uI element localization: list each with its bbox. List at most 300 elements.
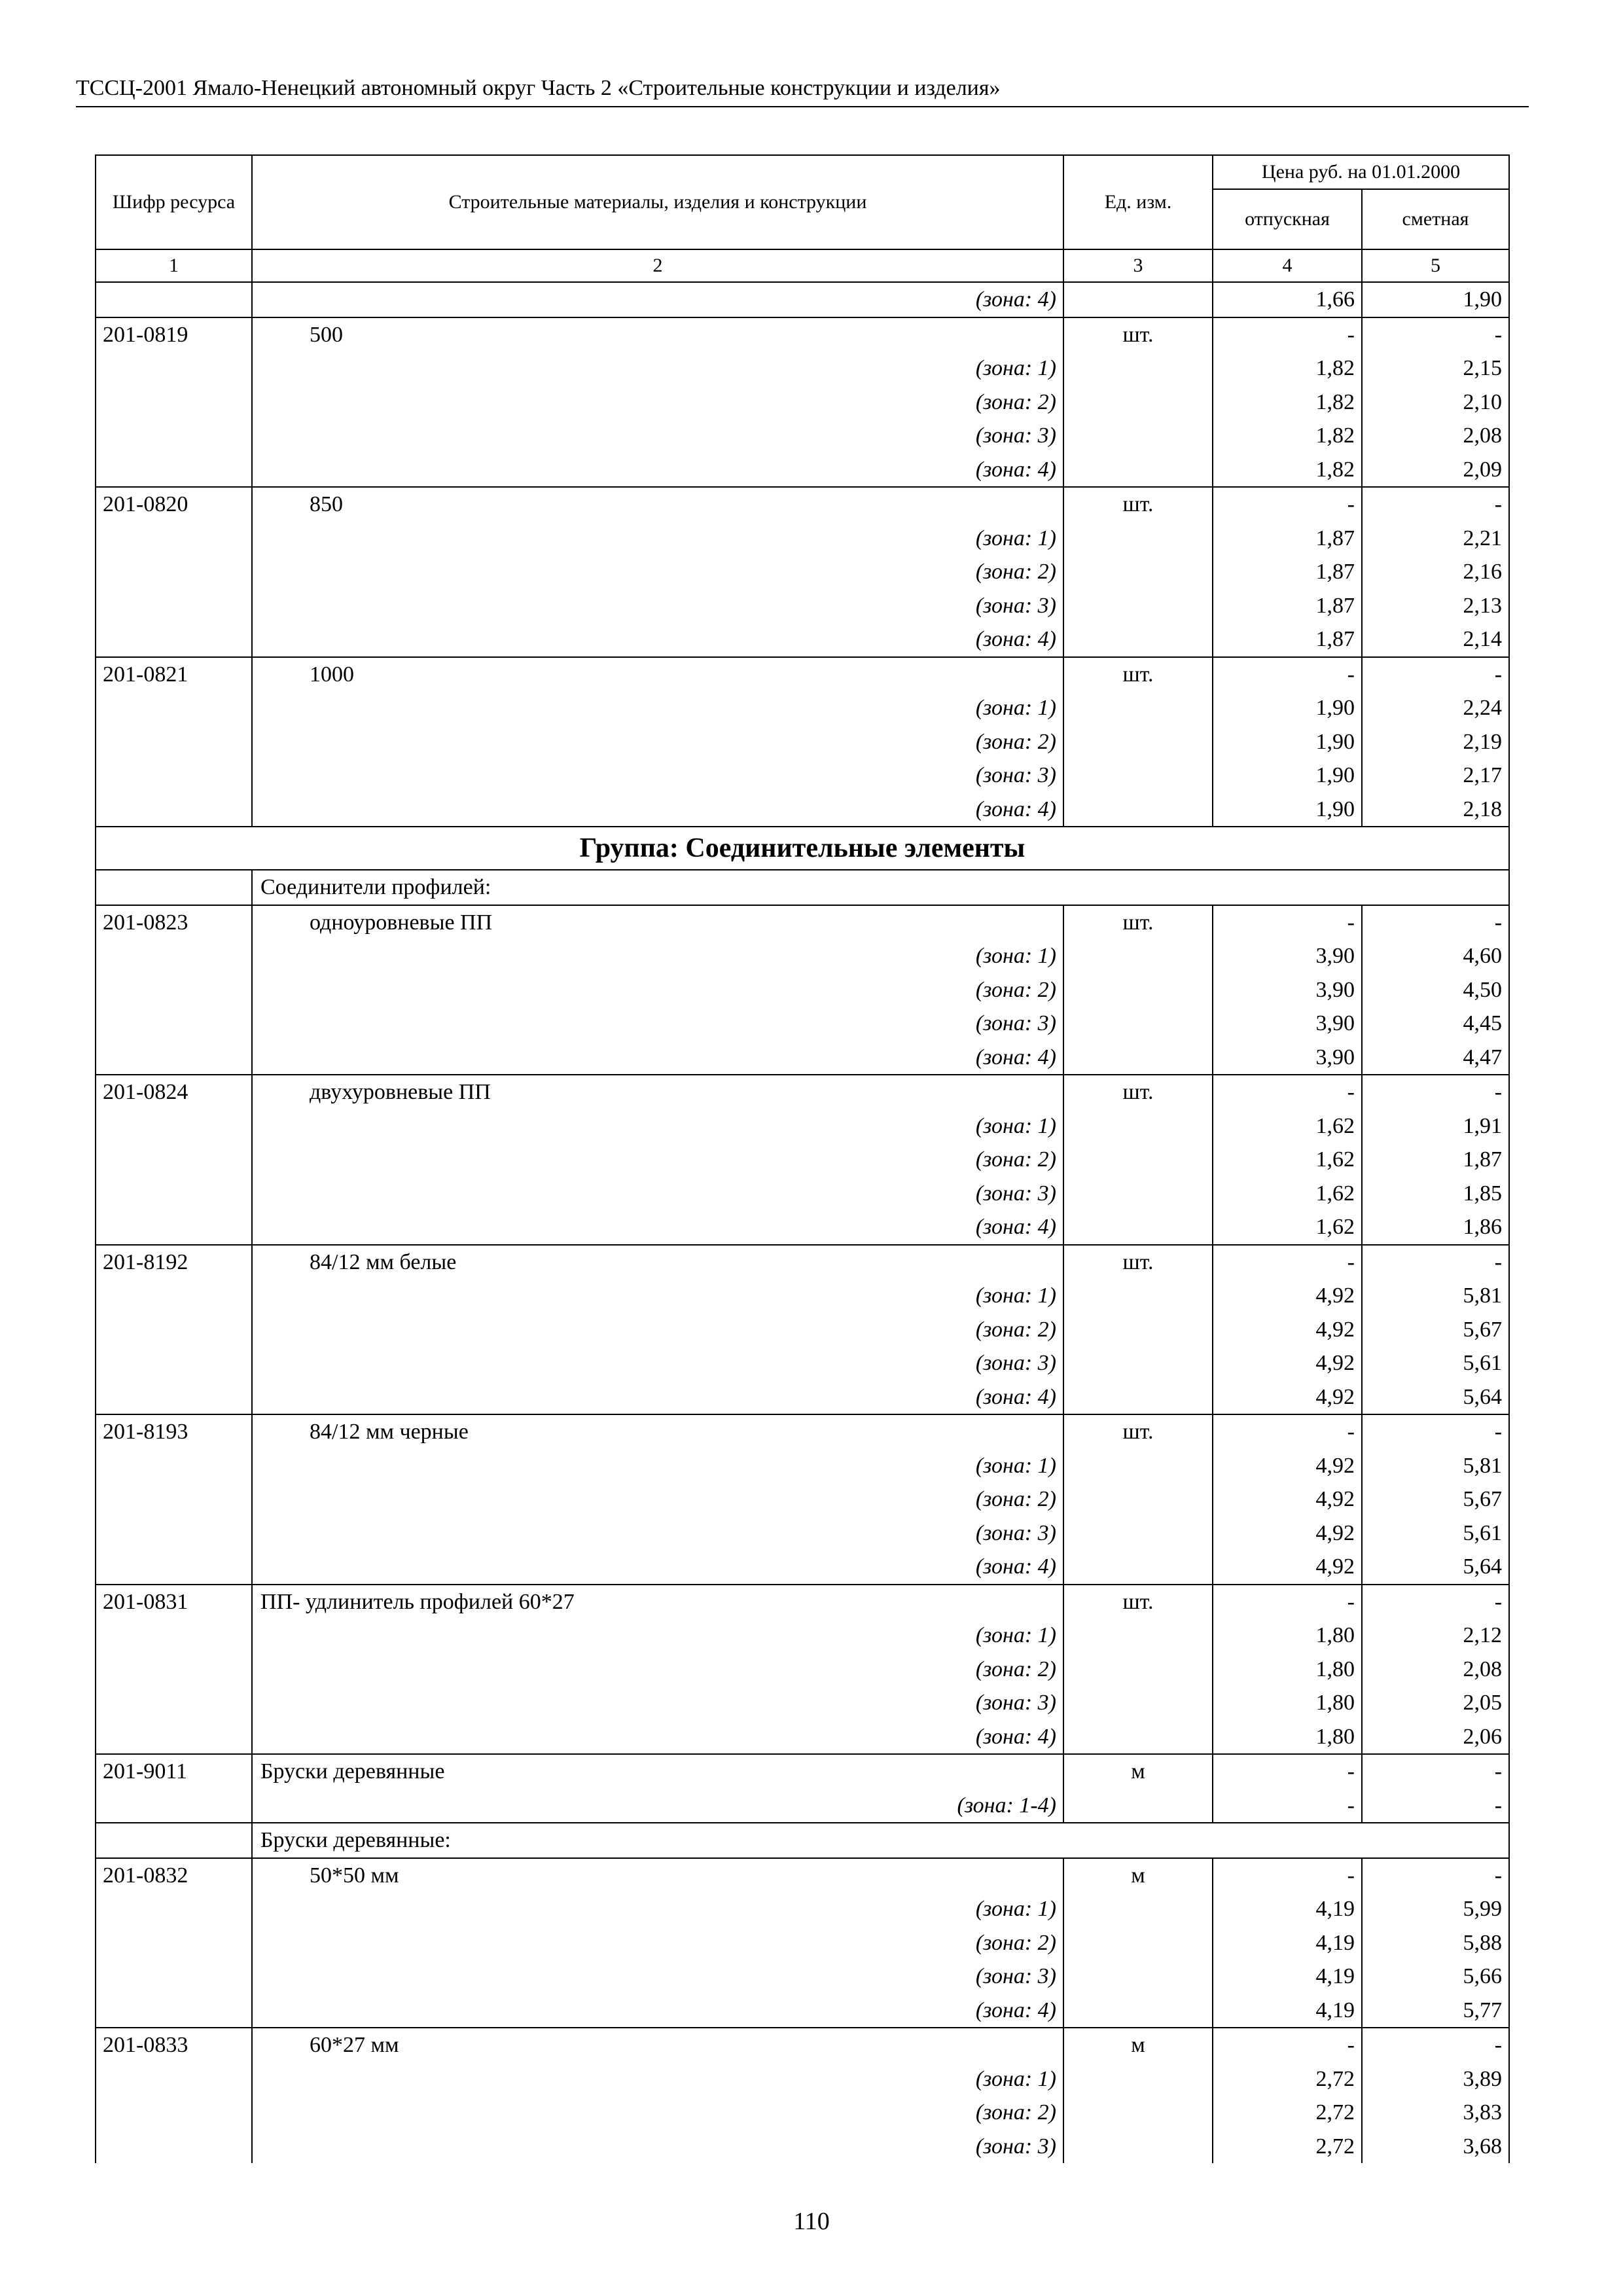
zone-label: (зона: 3) [252,1960,1063,1994]
price-estimate: 3,68 [1362,2130,1509,2164]
resource-code [96,759,252,793]
unit-of-measure: шт. [1063,1245,1213,1280]
price-release: 4,19 [1213,1960,1362,1994]
resource-code [96,622,252,657]
unit-of-measure: м [1063,1858,1213,1893]
zone-label: (зона: 2) [252,973,1063,1007]
unit-of-measure [1063,1482,1213,1516]
zone-label: (зона: 2) [252,2096,1063,2130]
resource-code [96,386,252,420]
price-release: 1,80 [1213,1686,1362,1720]
material-name: одноуровневые ПП [252,905,1063,940]
material-name: 84/12 мм белые [252,1245,1063,1280]
price-release: 2,72 [1213,2130,1362,2164]
table-row [96,939,1509,973]
material-name: Бруски деревянные [252,1754,1063,1789]
table-row [96,1960,1509,1994]
table-row [96,1449,1509,1483]
unit-of-measure [1063,1960,1213,1994]
resource-code-cell [96,1823,252,1858]
resource-code [96,1720,252,1755]
unit-of-measure [1063,2096,1213,2130]
price-estimate: 1,91 [1362,1109,1509,1143]
table-row [96,691,1509,725]
price-estimate: 2,21 [1362,522,1509,556]
price-estimate: - [1362,1075,1509,1109]
table-row [96,725,1509,759]
unit-of-measure [1063,1994,1213,2028]
table-row [96,1279,1509,1313]
subheading: Соединители профилей: [252,870,1509,905]
price-release: - [1213,1245,1362,1280]
unit-of-measure [1063,2130,1213,2164]
unit-of-measure [1063,1380,1213,1415]
price-estimate: 5,88 [1362,1926,1509,1960]
zone-label: (зона: 1) [252,1892,1063,1926]
unit-of-measure [1063,622,1213,657]
column-number: 5 [1362,249,1509,282]
unit-of-measure [1063,1653,1213,1687]
price-estimate: 2,05 [1362,1686,1509,1720]
unit-of-measure: шт. [1063,1414,1213,1449]
price-release: - [1213,657,1362,692]
price-estimate: 5,64 [1362,1550,1509,1585]
unit-of-measure [1063,589,1213,623]
price-release: 4,19 [1213,1994,1362,2028]
resource-code [96,1789,252,1823]
zone-label: (зона: 3) [252,1516,1063,1551]
table-row [96,1619,1509,1653]
resource-code: 201-0821 [96,657,252,692]
price-release: - [1213,317,1362,352]
table-row [96,1585,1509,1619]
unit-of-measure [1063,1720,1213,1755]
unit-of-measure: м [1063,1754,1213,1789]
price-estimate: 2,19 [1362,725,1509,759]
column-number: 3 [1063,249,1213,282]
price-estimate: 4,47 [1362,1041,1509,1075]
zone-label: (зона: 1) [252,351,1063,386]
price-estimate: - [1362,1245,1509,1280]
price-estimate: 2,18 [1362,793,1509,827]
header-code: Шифр ресурса [96,155,252,249]
price-release: 3,90 [1213,1007,1362,1041]
header-price: Цена руб. на 01.01.2000 [1213,155,1509,189]
table-row [96,1994,1509,2028]
zone-label: (зона: 1-4) [252,1789,1063,1823]
unit-of-measure [1063,939,1213,973]
unit-of-measure [1063,1449,1213,1483]
price-estimate: 3,89 [1362,2062,1509,2096]
table-row [96,1210,1509,1245]
resource-code [96,2096,252,2130]
table-row [96,282,1509,317]
unit-of-measure [1063,1313,1213,1347]
price-release: 4,92 [1213,1449,1362,1483]
resource-code [96,1041,252,1075]
price-release: 1,80 [1213,1653,1362,1687]
table-row [96,973,1509,1007]
table-row [96,1858,1509,1893]
zone-label: (зона: 3) [252,759,1063,793]
header-price-estimate: сметная [1362,189,1509,249]
table-row [96,2096,1509,2130]
unit-of-measure: шт. [1063,905,1213,940]
resource-code [96,1994,252,2028]
zone-label: (зона: 3) [252,1177,1063,1211]
resource-code: 201-9011 [96,1754,252,1789]
price-release: 4,92 [1213,1516,1362,1551]
zone-label: (зона: 2) [252,725,1063,759]
price-release: - [1213,1585,1362,1619]
resource-code: 201-0823 [96,905,252,940]
price-estimate: 2,09 [1362,453,1509,488]
price-estimate: 2,13 [1362,589,1509,623]
page-number: 110 [793,2208,830,2235]
resource-code [96,1380,252,1415]
resource-code: 201-0833 [96,2028,252,2062]
zone-label: (зона: 4) [252,1380,1063,1415]
resource-code [96,1109,252,1143]
price-release: 1,80 [1213,1720,1362,1755]
zone-label: (зона: 2) [252,555,1063,589]
price-estimate: 2,15 [1362,351,1509,386]
unit-of-measure [1063,1210,1213,1245]
price-release: 1,62 [1213,1177,1362,1211]
table-row [96,905,1509,940]
zone-label: (зона: 1) [252,1109,1063,1143]
resource-code [96,1449,252,1483]
table-row [96,1075,1509,1109]
resource-code [96,589,252,623]
price-estimate: 5,61 [1362,1516,1509,1551]
price-estimate: 5,81 [1362,1279,1509,1313]
table-row [96,1414,1509,1449]
price-release: 1,90 [1213,759,1362,793]
unit-of-measure [1063,2062,1213,2096]
table-row [96,1177,1509,1211]
price-release: 4,92 [1213,1346,1362,1380]
price-release: - [1213,1414,1362,1449]
price-release: 4,92 [1213,1313,1362,1347]
price-release: 1,90 [1213,793,1362,827]
price-estimate: - [1362,905,1509,940]
resource-code [96,1960,252,1994]
table-row [96,622,1509,657]
zone-label: (зона: 2) [252,1313,1063,1347]
material-name: 850 [252,487,1063,522]
unit-of-measure: шт. [1063,317,1213,352]
unit-of-measure [1063,973,1213,1007]
price-release: 2,72 [1213,2096,1362,2130]
zone-label: (зона: 2) [252,1926,1063,1960]
unit-of-measure [1063,1892,1213,1926]
subheading: Бруски деревянные: [252,1823,1509,1858]
price-estimate: 5,81 [1362,1449,1509,1483]
price-estimate: 2,16 [1362,555,1509,589]
table-row [96,1926,1509,1960]
table-row [96,351,1509,386]
resource-code [96,419,252,453]
resource-code [96,1550,252,1585]
table-row [96,1313,1509,1347]
zone-label: (зона: 3) [252,589,1063,623]
table-row [96,1789,1509,1823]
unit-of-measure [1063,793,1213,827]
zone-label: (зона: 1) [252,2062,1063,2096]
material-name: 60*27 мм [252,2028,1063,2062]
resource-code [96,1653,252,1687]
price-release: 3,90 [1213,939,1362,973]
unit-of-measure [1063,1346,1213,1380]
price-estimate: 2,14 [1362,622,1509,657]
price-estimate: 2,24 [1362,691,1509,725]
zone-label: (зона: 4) [252,622,1063,657]
price-release: - [1213,1075,1362,1109]
price-estimate: - [1362,1858,1509,1893]
zone-label: (зона: 3) [252,2130,1063,2164]
unit-of-measure [1063,1041,1213,1075]
table-row [96,1516,1509,1551]
price-release: 1,87 [1213,622,1362,657]
price-table [95,154,1510,2163]
table-row [96,419,1509,453]
unit-of-measure [1063,1926,1213,1960]
unit-of-measure: шт. [1063,487,1213,522]
price-estimate: - [1362,657,1509,692]
zone-label: (зона: 4) [252,1550,1063,1585]
price-estimate: 4,45 [1362,1007,1509,1041]
table-row [96,1720,1509,1755]
unit-of-measure [1063,282,1213,317]
unit-of-measure: шт. [1063,1075,1213,1109]
price-estimate: - [1362,1585,1509,1619]
price-estimate: 2,06 [1362,1720,1509,1755]
resource-code [96,555,252,589]
price-release: 3,90 [1213,973,1362,1007]
price-estimate: - [1362,317,1509,352]
price-release: 2,72 [1213,2062,1362,2096]
price-estimate: - [1362,1414,1509,1449]
zone-label: (зона: 4) [252,793,1063,827]
resource-code [96,2130,252,2164]
table-row [96,2028,1509,2062]
table-row [96,555,1509,589]
price-release: 1,62 [1213,1210,1362,1245]
zone-label: (зона: 1) [252,1279,1063,1313]
unit-of-measure [1063,1109,1213,1143]
price-release: 3,90 [1213,1041,1362,1075]
zone-label: (зона: 1) [252,1449,1063,1483]
price-release: - [1213,487,1362,522]
resource-code: 201-0820 [96,487,252,522]
resource-code [96,351,252,386]
zone-label: (зона: 1) [252,522,1063,556]
table-row [96,1653,1509,1687]
material-name: 84/12 мм черные [252,1414,1063,1449]
price-release: 4,92 [1213,1550,1362,1585]
group-heading: Группа: Соединительные элементы [96,827,1509,870]
table-row [96,1245,1509,1280]
zone-label: (зона: 4) [252,1994,1063,2028]
resource-code [96,1686,252,1720]
table-row [96,1754,1509,1789]
price-release: 1,90 [1213,725,1362,759]
price-estimate: 5,99 [1362,1892,1509,1926]
table-row [96,1346,1509,1380]
table-row [96,2062,1509,2096]
price-release: 4,92 [1213,1380,1362,1415]
unit-of-measure [1063,386,1213,420]
unit-of-measure [1063,1619,1213,1653]
price-release: 4,19 [1213,1892,1362,1926]
table-row [96,1380,1509,1415]
price-release: 1,87 [1213,555,1362,589]
table-row [96,1007,1509,1041]
price-release: 1,62 [1213,1109,1362,1143]
unit-of-measure: шт. [1063,657,1213,692]
price-estimate: 1,90 [1362,282,1509,317]
resource-code [96,1143,252,1177]
price-estimate: 5,67 [1362,1313,1509,1347]
price-release: 1,90 [1213,691,1362,725]
table-row [96,487,1509,522]
price-estimate: 1,86 [1362,1210,1509,1245]
price-release: 4,19 [1213,1926,1362,1960]
price-estimate: - [1362,1754,1509,1789]
resource-code: 201-0831 [96,1585,252,1619]
price-release: 1,82 [1213,419,1362,453]
resource-code [96,691,252,725]
unit-of-measure [1063,1177,1213,1211]
zone-label: (зона: 4) [252,1041,1063,1075]
resource-code: 201-8193 [96,1414,252,1449]
zone-label: (зона: 1) [252,1619,1063,1653]
resource-code [96,282,252,317]
group-heading-row [96,827,1509,870]
zone-label: (зона: 2) [252,1482,1063,1516]
price-release: 1,82 [1213,453,1362,488]
resource-code [96,1279,252,1313]
zone-label: (зона: 3) [252,1007,1063,1041]
column-number: 1 [96,249,252,282]
zone-label: (зона: 4) [252,1720,1063,1755]
resource-code [96,1516,252,1551]
resource-code [96,1007,252,1041]
price-release: - [1213,1858,1362,1893]
price-estimate: 5,77 [1362,1994,1509,2028]
material-name: двухуровневые ПП [252,1075,1063,1109]
zone-label: (зона: 2) [252,1653,1063,1687]
resource-code [96,1482,252,1516]
price-release: - [1213,1754,1362,1789]
table-row [96,386,1509,420]
table-row [96,1109,1509,1143]
unit-of-measure [1063,555,1213,589]
unit-of-measure [1063,1789,1213,1823]
zone-label: (зона: 1) [252,939,1063,973]
price-estimate: - [1362,487,1509,522]
unit-of-measure [1063,725,1213,759]
table-row [96,1041,1509,1075]
unit-of-measure: шт. [1063,1585,1213,1619]
price-estimate: 2,10 [1362,386,1509,420]
table-row [96,522,1509,556]
resource-code [96,973,252,1007]
price-release: 1,87 [1213,522,1362,556]
price-release: 1,66 [1213,282,1362,317]
resource-code-cell [96,870,252,905]
column-number: 4 [1213,249,1362,282]
resource-code [96,939,252,973]
resource-code [96,2062,252,2096]
resource-code [96,1313,252,1347]
price-release: 1,82 [1213,386,1362,420]
price-release: 1,62 [1213,1143,1362,1177]
price-estimate: 5,61 [1362,1346,1509,1380]
table-row [96,1482,1509,1516]
price-estimate: 3,83 [1362,2096,1509,2130]
price-estimate: 4,50 [1362,973,1509,1007]
price-estimate: 5,67 [1362,1482,1509,1516]
material-name: 1000 [252,657,1063,692]
resource-code [96,1892,252,1926]
zone-label: (зона: 3) [252,419,1063,453]
material-name: 500 [252,317,1063,352]
price-release: 4,92 [1213,1279,1362,1313]
price-estimate: 2,12 [1362,1619,1509,1653]
unit-of-measure [1063,1550,1213,1585]
unit-of-measure [1063,1686,1213,1720]
table-header [96,155,1509,282]
price-release: - [1213,905,1362,940]
resource-code: 201-0832 [96,1858,252,1893]
subheading-row [96,870,1509,905]
column-number: 2 [252,249,1063,282]
table-row [96,1143,1509,1177]
price-estimate: 2,08 [1362,1653,1509,1687]
price-release: - [1213,1789,1362,1823]
unit-of-measure [1063,691,1213,725]
price-estimate: 1,85 [1362,1177,1509,1211]
zone-label: (зона: 3) [252,1346,1063,1380]
unit-of-measure [1063,419,1213,453]
resource-code [96,522,252,556]
unit-of-measure [1063,1516,1213,1551]
zone-label: (зона: 2) [252,1143,1063,1177]
resource-code [96,1619,252,1653]
material-name: 50*50 мм [252,1858,1063,1893]
price-release: 1,87 [1213,589,1362,623]
resource-code [96,1177,252,1211]
price-estimate: 5,64 [1362,1380,1509,1415]
table-body [96,282,1509,2163]
unit-of-measure [1063,759,1213,793]
unit-of-measure [1063,453,1213,488]
zone-label: (зона: 4) [252,282,1063,317]
table-row [96,589,1509,623]
unit-of-measure [1063,1007,1213,1041]
table-row [96,1686,1509,1720]
resource-code [96,1346,252,1380]
zone-label: (зона: 3) [252,1686,1063,1720]
unit-of-measure [1063,522,1213,556]
unit-of-measure [1063,1279,1213,1313]
price-release: 4,92 [1213,1482,1362,1516]
header-unit: Ед. изм. [1063,155,1213,249]
zone-label: (зона: 4) [252,1210,1063,1245]
price-estimate: 1,87 [1362,1143,1509,1177]
